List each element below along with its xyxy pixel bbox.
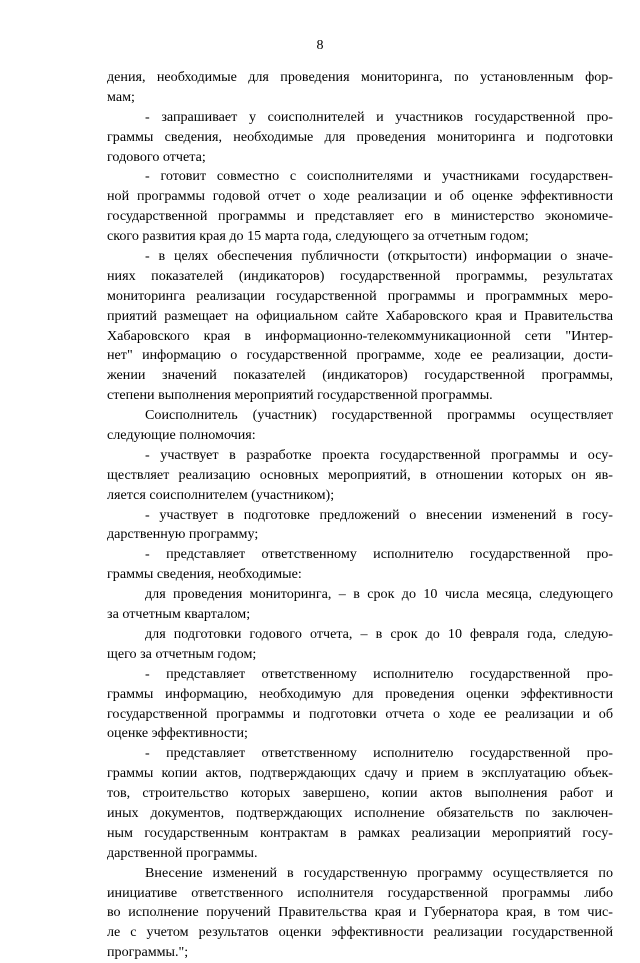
text-line: - в целях обеспечения публичности (открытости) информации о значе-: [145, 248, 613, 265]
text-line: ского развития края до 15 марта года, следующего за отчетным годом;: [107, 228, 529, 245]
text-line: дарственную программу;: [107, 526, 259, 543]
text-line: дения, необходимые для проведения мониторинга, по установленным фор-: [107, 69, 613, 85]
text-line: государственной программы и подготовки отчета о ходе ее реализации и об: [107, 705, 613, 722]
text-line: для проведения мониторинга, – в срок до 10 числа месяца, следующего: [145, 586, 613, 603]
text-line: во исполнение поручений Правительства края и Губернатора края, в том чис-: [107, 904, 613, 921]
text-line: за отчетным кварталом;: [107, 606, 251, 623]
text-line: ляется соисполнителем (участником);: [107, 486, 335, 503]
text-line: - запрашивает у соисполнителей и участников государственной про-: [145, 108, 613, 125]
text-line: - представляет ответственному исполнителю государственной про-: [145, 546, 613, 563]
text-line: ным государственным контрактам в рамках реализации мероприятий госу-: [107, 824, 613, 841]
text-line: программы.";: [107, 944, 189, 961]
page-number: 8: [316, 38, 324, 53]
text-line: Соисполнитель (участник) государственной программы осуществляет: [145, 407, 613, 424]
text-line: жении значений показателей (индикаторов) государственной программы,: [107, 367, 613, 384]
text-line: - представляет ответственному исполнителю государственной про-: [145, 745, 613, 762]
text-line: щего за отчетным годом;: [107, 645, 257, 662]
text-line: ществляет реализацию основных мероприятий, в отношении которых он яв-: [107, 466, 613, 483]
text-line: тов, строительство которых завершено, копии актов выполнения работ и: [107, 785, 613, 802]
text-line: - участвует в разработке проекта государственной программы и осу-: [145, 446, 613, 463]
text-line: государственной программы и представляет его в министерство экономиче-: [107, 208, 613, 225]
text-line: для подготовки годового отчета, – в срок до 10 февраля года, следую-: [145, 625, 613, 642]
text-line: - участвует в подготовке предложений о внесении изменений в госу-: [145, 506, 613, 523]
text-line: Внесение изменений в государственную программу осуществляется по: [145, 864, 613, 881]
text-line: - представляет ответственному исполнителю государственной про-: [145, 665, 613, 682]
text-line: ниях показателей (индикаторов) государственной программы, результатах: [107, 267, 613, 284]
text-line: мониторинга реализации государственной программы и программных меро-: [107, 287, 613, 304]
text-line: дарственной программы.: [107, 844, 258, 861]
text-line: граммы копии актов, подтверждающих сдачу и прием в эксплуатацию объек-: [107, 765, 613, 782]
text-line: годового отчета;: [107, 148, 206, 165]
text-line: степени выполнения мероприятий государственной программы.: [107, 387, 493, 404]
text-line: граммы информацию, необходимую для проведения оценки эффективности: [107, 685, 613, 702]
text-line: ной программы годовой отчет о ходе реализации и об оценке эффективности: [107, 188, 613, 205]
text-line: ле с учетом результатов оценки эффективности реализации государственной: [107, 924, 613, 941]
text-line: Хабаровского края в информационно-телекоммуникационной сети "Интер-: [107, 327, 613, 344]
text-line: приятий размещает на официальном сайте Хабаровского края и Правительства: [107, 307, 613, 324]
text-line: - готовит совместно с соисполнителями и участниками государствен-: [145, 168, 613, 185]
document-body: [107, 68, 613, 963]
text-line: мам;: [107, 88, 135, 105]
text-line: инициативе ответственного исполнителя государственной программы либо: [107, 884, 613, 901]
text-line: граммы сведения, необходимые:: [107, 566, 302, 583]
text-line: граммы сведения, необходимые для проведения мониторинга и подготовки: [107, 128, 613, 145]
text-line: следующие полномочия:: [107, 427, 256, 444]
text-line: нет" информацию о государственной программе, ходе ее реализации, дости-: [107, 347, 613, 364]
text-line: иных документов, подтверждающих исполнение обязательств по заключен-: [107, 804, 613, 821]
text-line: оценке эффективности;: [107, 725, 248, 742]
